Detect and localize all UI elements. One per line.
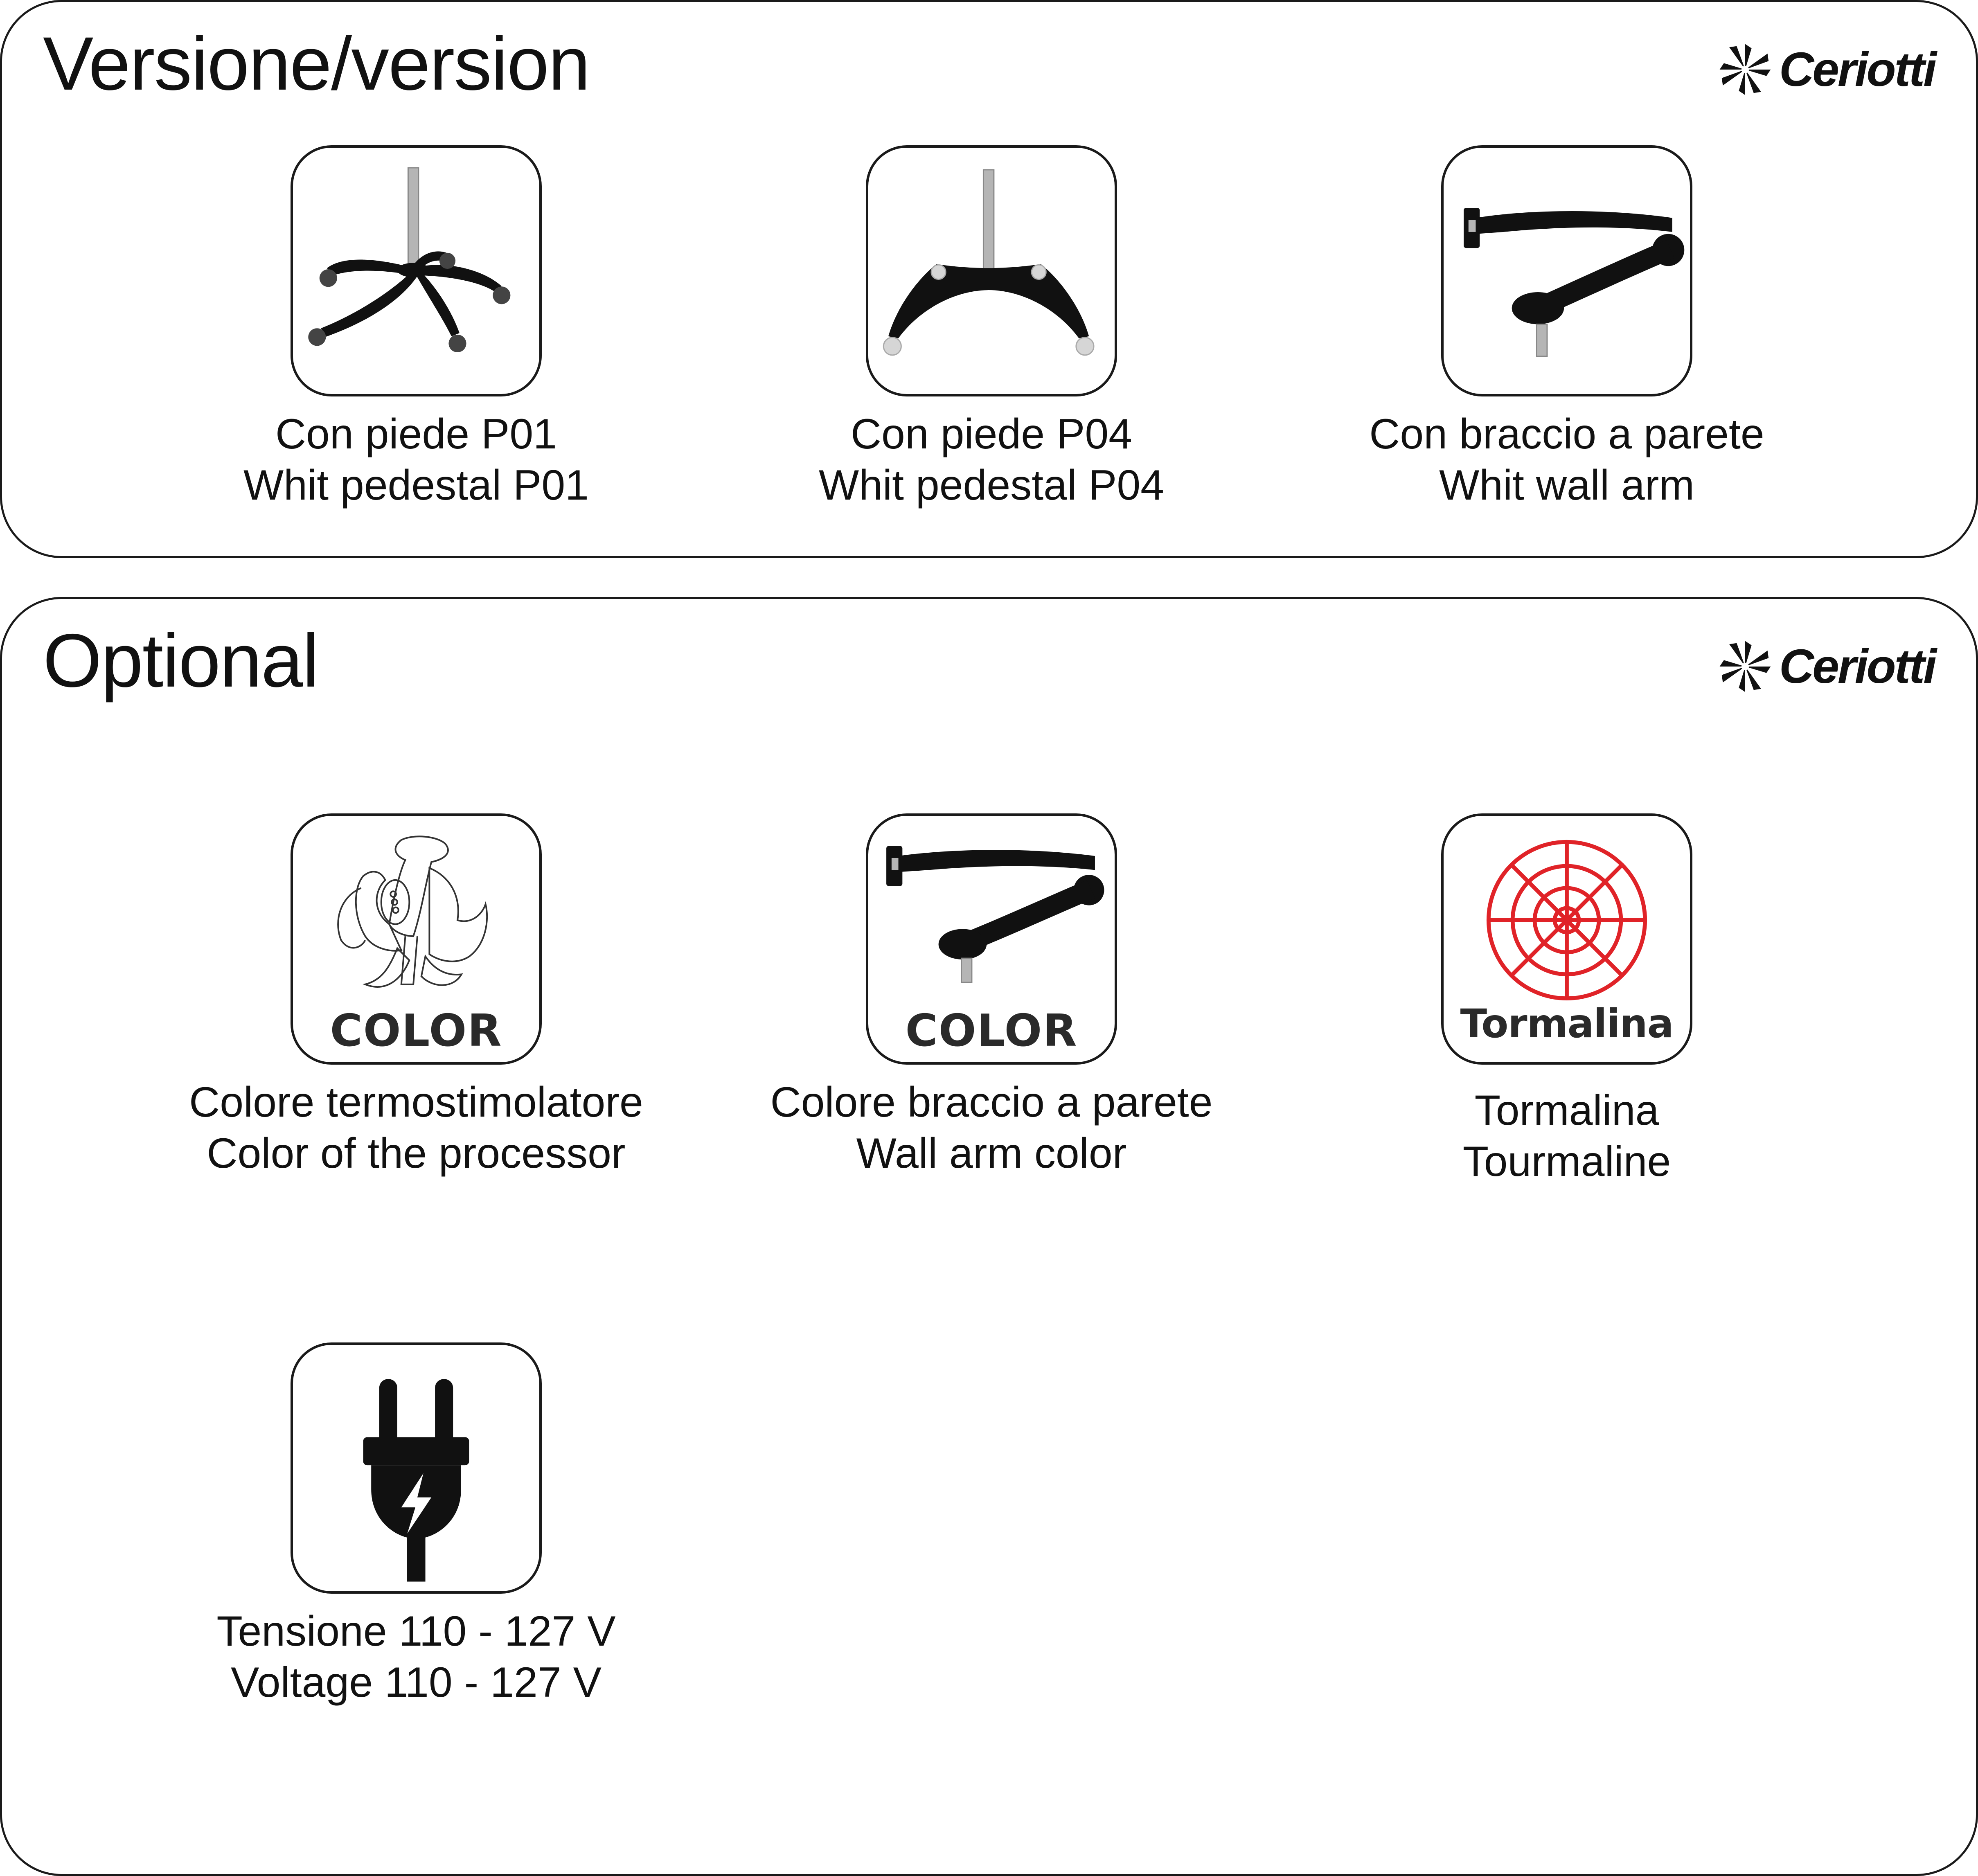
brand-logo [1719, 43, 1935, 96]
optional-caption-wall-arm-color [770, 1077, 1212, 1179]
caption-line-en: Color of the processor [207, 1130, 626, 1177]
optional-caption-voltage [216, 1606, 615, 1708]
version-caption-p01 [243, 409, 589, 511]
caption-line-en: Whit wall arm [1439, 462, 1695, 509]
optional-panel [0, 597, 1978, 1876]
optional-item-wall-arm-color [725, 813, 1257, 1179]
caption-line-it: Colore termostimolatore [189, 1079, 643, 1126]
optional-caption-tourmaline [1463, 1085, 1671, 1187]
caption-line-en: Wall arm color [856, 1130, 1127, 1177]
power-plug-icon [291, 1342, 542, 1594]
caption-line-it: Tormalina [1474, 1087, 1659, 1134]
processor-color-icon [291, 813, 542, 1065]
optional-caption-processor-color [189, 1077, 643, 1179]
optional-item-voltage [150, 1342, 682, 1708]
ceriotti-mark-icon [1719, 640, 1772, 693]
caption-line-it: Con piede P01 [275, 410, 557, 458]
version-title: Versione/version [43, 22, 590, 106]
tourmaline-icon [1441, 813, 1692, 1065]
color-badge-label: COLOR [330, 1005, 502, 1056]
pedestal-p01-icon [291, 145, 542, 396]
brand-name: Ceriotti [1779, 43, 1935, 97]
caption-line-en: Whit pedestal P01 [243, 462, 589, 509]
version-panel [0, 0, 1978, 558]
version-item-wall-arm [1301, 145, 1833, 511]
optional-item-tourmaline [1301, 813, 1833, 1187]
ceriotti-mark-icon [1719, 43, 1772, 96]
wall-arm-icon [1441, 145, 1692, 396]
caption-line-it: Con piede P04 [850, 410, 1133, 458]
version-caption-wall-arm [1369, 409, 1764, 511]
tourmaline-badge-label: Tormalina [1460, 1001, 1674, 1047]
brand-logo [1719, 640, 1935, 693]
caption-line-en: Voltage 110 - 127 V [231, 1659, 602, 1706]
color-badge-label: COLOR [905, 1005, 1078, 1056]
caption-line-it: Colore braccio a parete [770, 1079, 1213, 1126]
version-item-p04 [725, 145, 1257, 511]
optional-title: Optional [43, 619, 319, 703]
pedestal-p04-icon [866, 145, 1117, 396]
version-caption-p04 [819, 409, 1164, 511]
caption-line-it: Tensione 110 - 127 V [216, 1608, 616, 1655]
caption-line-en: Tourmaline [1462, 1138, 1671, 1185]
wall-arm-color-icon [866, 813, 1117, 1065]
version-item-p01 [150, 145, 682, 511]
caption-line-en: Whit pedestal P04 [818, 462, 1165, 509]
caption-line-it: Con braccio a parete [1369, 410, 1764, 458]
optional-item-processor-color [150, 813, 682, 1179]
brand-name: Ceriotti [1779, 640, 1935, 694]
